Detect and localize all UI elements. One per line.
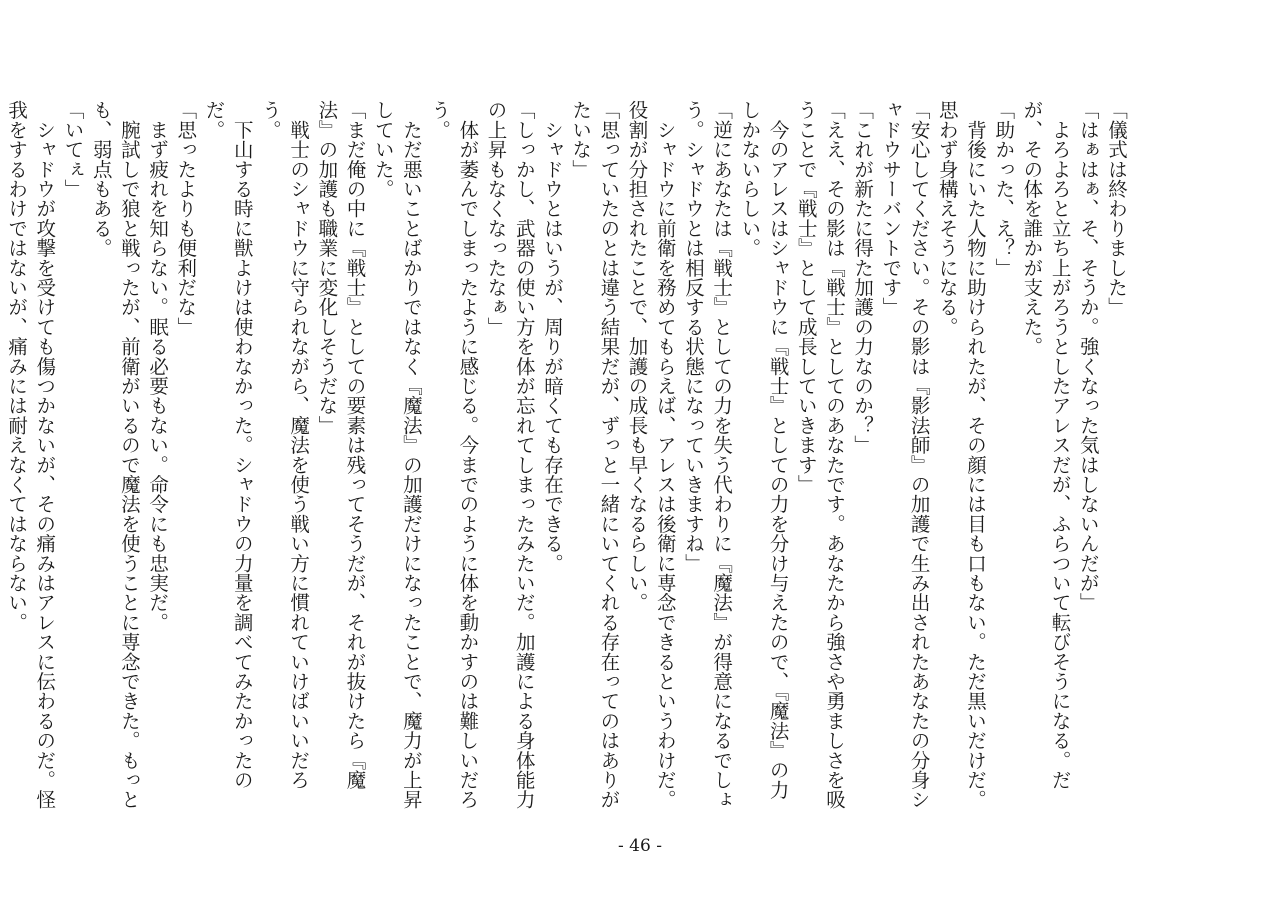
text-paragraph: 戦士のシャドウに守られながら、魔法を使う戦い方に慣れていけばいいだろう。 bbox=[258, 100, 311, 790]
text-paragraph: 「しっかし、武器の使い方を体が忘れてしまったみたいだ。加護による身体能力の上昇もなくなったなぁ」 bbox=[484, 100, 536, 810]
text-paragraph: 「思ったよりも便利だな」 bbox=[174, 100, 198, 337]
text-paragraph bbox=[0, 100, 2, 814]
text-paragraph: ただ悪いことばかりではなく『魔法』の加護だけになったことで、魔力が上昇していた。 bbox=[371, 100, 423, 810]
text-paragraph: 「逆にあなたは『戦士』としての力を失う代わりに『魔法』が得意になるでしょう。シャドウとは相反する状態になっていきますね」 bbox=[681, 100, 734, 810]
text-paragraph: 体が萎んでしまったように感じる。今までのように体を動かすのは難しいだろう。 bbox=[428, 100, 480, 810]
page-number: - 46 - bbox=[618, 836, 662, 856]
text-paragraph: 腕試しで狼と戦ったが、前衛がいるので魔法を使うことに専念できた。もっとも、弱点もある。 bbox=[89, 100, 141, 810]
text-paragraph: 「これが新たに得た加護の力なのか？」 bbox=[851, 100, 875, 455]
text-paragraph: 今のアレスはシャドウに『戦士』としての力を分け与えたので、『魔法』の力しかないらしい。 bbox=[738, 100, 790, 800]
text-paragraph: 「いてぇ」 bbox=[61, 100, 85, 199]
text-paragraph: 背後にいた人物に助けられたが、その顔には目も口もない。ただ黒いだけだ。思わず身構えそうになる。 bbox=[935, 100, 987, 810]
text-paragraph: 下山する時に獣よけは使わなかった。シャドウの力量を調べてみたかったのだ。 bbox=[202, 100, 254, 790]
text-paragraph: 「助かった、え？」 bbox=[992, 100, 1016, 278]
text-paragraph: 「まだ俺の中に『戦士』としての要素は残ってそうだが、それが抜けたら『魔法』の加護も職業に変化しそうだな」 bbox=[315, 100, 367, 790]
text-paragraph: シャドウとはいうが、周りが暗くても存在できる。 bbox=[540, 100, 564, 573]
text-paragraph: シャドウが攻撃を受けても傷つかないが、その痛みはアレスに伝わるのだ。怪我をするわけではないが、痛みには耐えなくてはならない。 bbox=[5, 100, 57, 810]
text-paragraph: シャドウに前衛を務めてもらえば、アレスは後衛に専念できるというわけだ。役割が分担されたことで、加護の成長も早くなるらしい。 bbox=[625, 100, 677, 810]
text-paragraph: 「はぁはぁ、そ、そうか。強くなった気はしないんだが」 bbox=[1076, 100, 1100, 613]
text-paragraph: 「ええ、その影は『戦士』としてのあなたです。あなたから強さや勇ましさを吸うことで『戦士』として成長していきます」 bbox=[794, 100, 846, 810]
text-paragraph: 「思っていたのとは違う結果だが、ずっと一緒にいてくれる存在ってのはありがたいな」 bbox=[569, 100, 621, 810]
text-paragraph: よろよろと立ち上がろうとしたアレスだが、ふらついて転びそうになる。だが、その体を誰かが支えた。 bbox=[1020, 100, 1072, 790]
text-paragraph: 「安心してください。その影は『影法師』の加護で生み出されたあなたの分身シャドウサーバントです」 bbox=[879, 100, 931, 810]
text-paragraph: 「儀式は終わりました」 bbox=[1105, 100, 1128, 317]
text-paragraph: まず疲れを知らない。眠る必要もない。命令にも忠実だ。 bbox=[146, 100, 170, 632]
vertical-text-body bbox=[5, 100, 1130, 814]
